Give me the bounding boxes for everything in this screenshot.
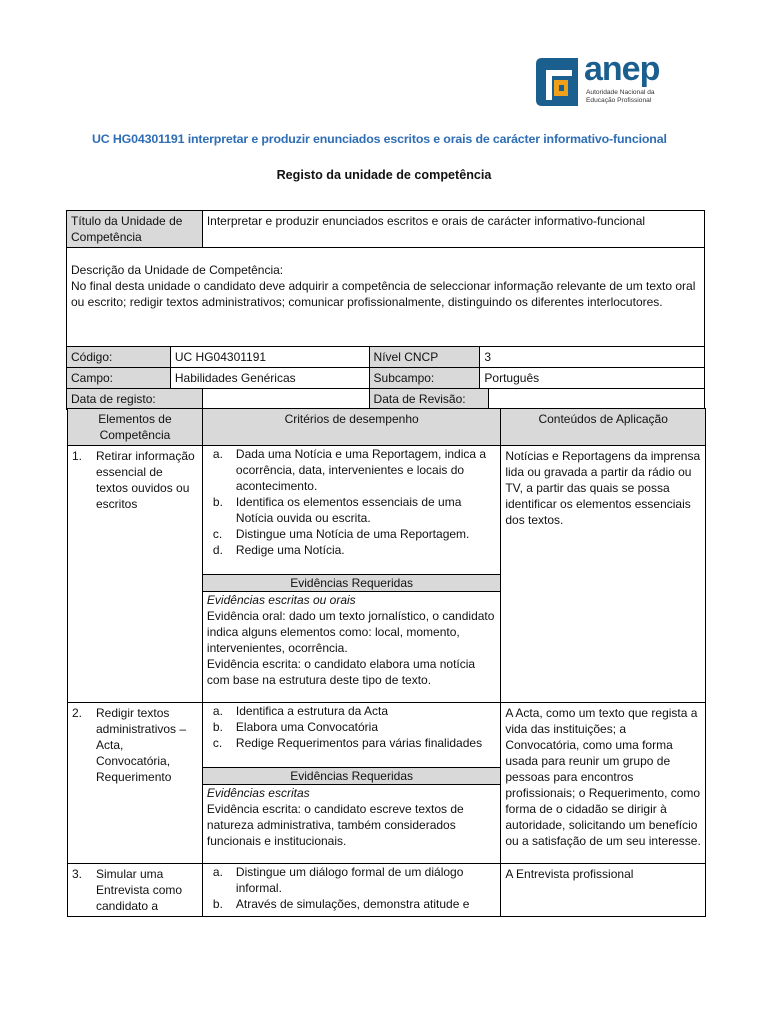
header-criterios: Critérios de desempenho bbox=[202, 409, 500, 446]
list-item: d. Redige uma Notícia. bbox=[212, 543, 345, 557]
list-item: c. Redige Requerimentos para várias finalidades bbox=[212, 736, 483, 750]
unit-description-text: No final desta unidade o candidato deve adquirir a competência de seleccionar informação relevante de um texto oral ou escrito; redigir textos administrativos; comunicar profissionalmente, distinguindo os diferentes interlocutores. bbox=[71, 279, 696, 309]
subcampo-label: Subcampo: bbox=[369, 368, 480, 389]
anep-logo-word: anep bbox=[584, 50, 660, 88]
evidence-title: Evidências escritas ou orais bbox=[206, 593, 356, 607]
element-cell bbox=[68, 864, 203, 917]
competence-table bbox=[67, 408, 706, 917]
element-cell bbox=[68, 446, 203, 703]
element-number: 3. bbox=[72, 867, 83, 881]
element-text: Retirar informação essencial de textos ouvidos ou escritos bbox=[96, 449, 195, 511]
element-number: 2. bbox=[72, 706, 83, 720]
nivel-label: Nível CNCP bbox=[369, 347, 480, 368]
list-item: a. Dada uma Notícia e uma Reportagem, indica a ocorrência, data, intervenientes e locais do acontecimento. bbox=[212, 447, 487, 493]
table-row bbox=[68, 864, 706, 917]
data-registo-label: Data de registo: bbox=[67, 389, 203, 410]
list-item: b. Elabora uma Convocatória bbox=[212, 720, 378, 734]
data-revisao-value bbox=[489, 389, 705, 410]
criteria-cell bbox=[202, 446, 500, 703]
header-conteudos: Conteúdos de Aplicação bbox=[501, 409, 706, 446]
unit-description-label: Descrição da Unidade de Competência: bbox=[71, 263, 284, 277]
table-row bbox=[68, 446, 706, 703]
unit-title-label: Título da Unidade de Competência bbox=[67, 211, 203, 248]
codigo-label: Código: bbox=[67, 347, 171, 368]
campo-value: Habilidades Genéricas bbox=[170, 368, 369, 389]
header-elementos: Elementos de Competência bbox=[68, 409, 203, 446]
unit-title-value: Interpretar e produzir enunciados escritos e orais de carácter informativo-funcional bbox=[202, 211, 704, 248]
content-cell: A Acta, como um texto que regista a vida das instituições; a Convocatória, como uma forma usada para reunir um grupo de pessoas para encontros profissionais; o Requerimento, como forma de o cidadão se dirigir à autoridade, solicitando um benefício ou a satisfação de um seu interesse. bbox=[501, 703, 706, 864]
codigo-value: UC HG04301191 bbox=[170, 347, 369, 368]
list-item: c. Distingue uma Notícia de uma Reportagem. bbox=[212, 527, 470, 541]
list-item: a. Identifica a estrutura da Acta bbox=[212, 704, 389, 718]
element-text: Redigir textos administrativos – Acta, Convocatória, Requerimento bbox=[96, 706, 187, 784]
campo-label: Campo: bbox=[67, 368, 171, 389]
list-item: b. Através de simulações, demonstra atitude e bbox=[212, 897, 470, 911]
criteria-cell bbox=[202, 864, 500, 917]
anep-logo-subtitle: Autoridade Nacional da Educação Profissional bbox=[586, 89, 655, 104]
evidence-header: Evidências Requeridas bbox=[203, 574, 500, 592]
evidence-title: Evidências escritas bbox=[206, 786, 310, 800]
unit-description bbox=[67, 248, 705, 347]
nivel-value: 3 bbox=[480, 347, 705, 368]
data-revisao-label: Data de Revisão: bbox=[369, 389, 489, 410]
evidence-text: Evidência escrita: o candidato escreve textos de natureza administrativa, também considerados funcionais e institucionais. bbox=[206, 802, 464, 848]
subcampo-value: Português bbox=[480, 368, 705, 389]
unit-info-table bbox=[66, 210, 705, 410]
data-registo-value bbox=[202, 389, 369, 410]
list-item: a. Distingue um diálogo formal de um diálogo informal. bbox=[212, 865, 464, 895]
element-number: 1. bbox=[72, 449, 83, 463]
criteria-cell bbox=[202, 703, 500, 864]
table-row bbox=[68, 703, 706, 864]
evidence-header: Evidências Requeridas bbox=[203, 767, 500, 785]
content-cell: Notícias e Reportagens da imprensa lida ou gravada a partir da rádio ou TV, a partir das quais se possa identificar os elementos essenciais dos textos. bbox=[501, 446, 706, 703]
element-text: Simular uma Entrevista como candidato a bbox=[96, 867, 183, 913]
evidence-text: Evidência oral: dado um texto jornalístico, o candidato indica alguns elementos como: local, momento, intervenientes, ocorrência. Evidência escrita: o candidato elabora uma notícia com base na estrutura deste tipo de texto. bbox=[206, 609, 495, 687]
list-item: b. Identifica os elementos essenciais de uma Notícia ouvida ou escrita. bbox=[212, 495, 462, 525]
anep-logo-mark-icon bbox=[534, 56, 582, 108]
anep-logo bbox=[534, 50, 680, 112]
document-title: Registo da unidade de competência bbox=[276, 168, 492, 182]
uc-heading: UC HG04301191 interpretar e produzir enunciados escritos e orais de carácter informativo-funcional bbox=[92, 132, 667, 146]
content-cell: A Entrevista profissional bbox=[501, 864, 706, 917]
element-cell bbox=[68, 703, 203, 864]
